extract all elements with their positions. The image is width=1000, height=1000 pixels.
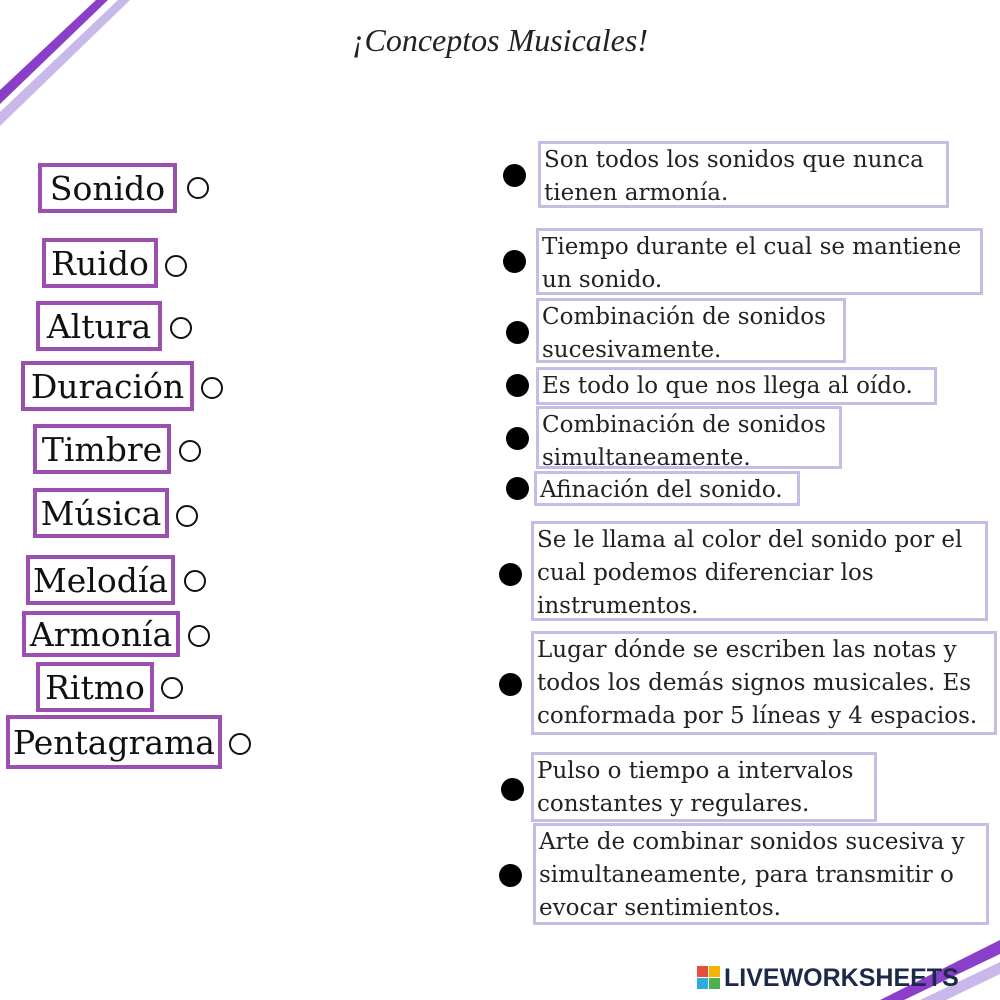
definition-box-2: Tiempo durante el cual se mantiene un sonido.	[536, 228, 983, 295]
term-anchor-pentagrama[interactable]	[229, 733, 251, 755]
top-left-corner-decoration	[0, 0, 140, 140]
definition-anchor-3[interactable]	[506, 321, 529, 344]
term-box-sonido: Sonido	[38, 163, 177, 213]
term-box-altura: Altura	[36, 301, 162, 351]
term-anchor-musica[interactable]	[176, 505, 198, 527]
term-anchor-sonido[interactable]	[187, 177, 209, 199]
term-anchor-ritmo[interactable]	[161, 677, 183, 699]
term-anchor-melodia[interactable]	[184, 570, 206, 592]
term-box-timbre: Timbre	[33, 424, 171, 474]
definition-anchor-1[interactable]	[503, 164, 526, 187]
definition-box-7: Se le llama al color del sonido por el cual podemos diferenciar los instrumentos.	[531, 521, 988, 621]
term-box-armonia: Armonía	[22, 611, 180, 657]
definition-box-4: Es todo lo que nos llega al oído.	[536, 367, 937, 405]
definition-box-10: Arte de combinar sonidos sucesiva y simultaneamente, para transmitir o evocar sentimientos.	[533, 823, 989, 925]
definition-anchor-4[interactable]	[506, 374, 529, 397]
definition-box-3: Combinación de sonidos sucesivamente.	[536, 298, 846, 363]
definition-anchor-10[interactable]	[499, 864, 522, 887]
definition-anchor-9[interactable]	[501, 778, 524, 801]
term-box-ruido: Ruido	[42, 238, 158, 288]
term-box-duracion: Duración	[21, 361, 194, 411]
definition-box-9: Pulso o tiempo a intervalos constantes y regulares.	[531, 752, 877, 822]
liveworksheets-logo	[697, 962, 997, 994]
term-anchor-duracion[interactable]	[201, 377, 223, 399]
term-anchor-ruido[interactable]	[165, 255, 187, 277]
definition-anchor-5[interactable]	[506, 427, 529, 450]
page-title: ¡Conceptos Musicales!	[352, 22, 648, 58]
definition-box-8: Lugar dónde se escriben las notas y todos los demás signos musicales. Es conformada por 5 líneas y 4 espacios.	[531, 631, 997, 735]
term-box-pentagrama: Pentagrama	[6, 715, 222, 769]
term-box-melodia: Melodía	[26, 555, 175, 605]
definition-anchor-2[interactable]	[503, 250, 526, 273]
definition-box-5: Combinación de sonidos simultaneamente.	[536, 406, 842, 469]
term-box-musica: Música	[33, 488, 169, 538]
definition-anchor-8[interactable]	[499, 673, 522, 696]
term-anchor-timbre[interactable]	[179, 440, 201, 462]
definition-box-6: Afinación del sonido.	[534, 471, 800, 506]
definition-box-1: Son todos los sonidos que nunca tienen armonía.	[538, 141, 949, 208]
term-anchor-armonia[interactable]	[188, 625, 210, 647]
liveworksheets-logo-text: LIVEWORKSHEETS	[724, 963, 959, 992]
term-box-ritmo: Ritmo	[36, 662, 154, 712]
definition-anchor-6[interactable]	[506, 477, 529, 500]
term-anchor-altura[interactable]	[170, 317, 192, 339]
liveworksheets-logo-icon	[697, 966, 721, 990]
definition-anchor-7[interactable]	[499, 563, 522, 586]
